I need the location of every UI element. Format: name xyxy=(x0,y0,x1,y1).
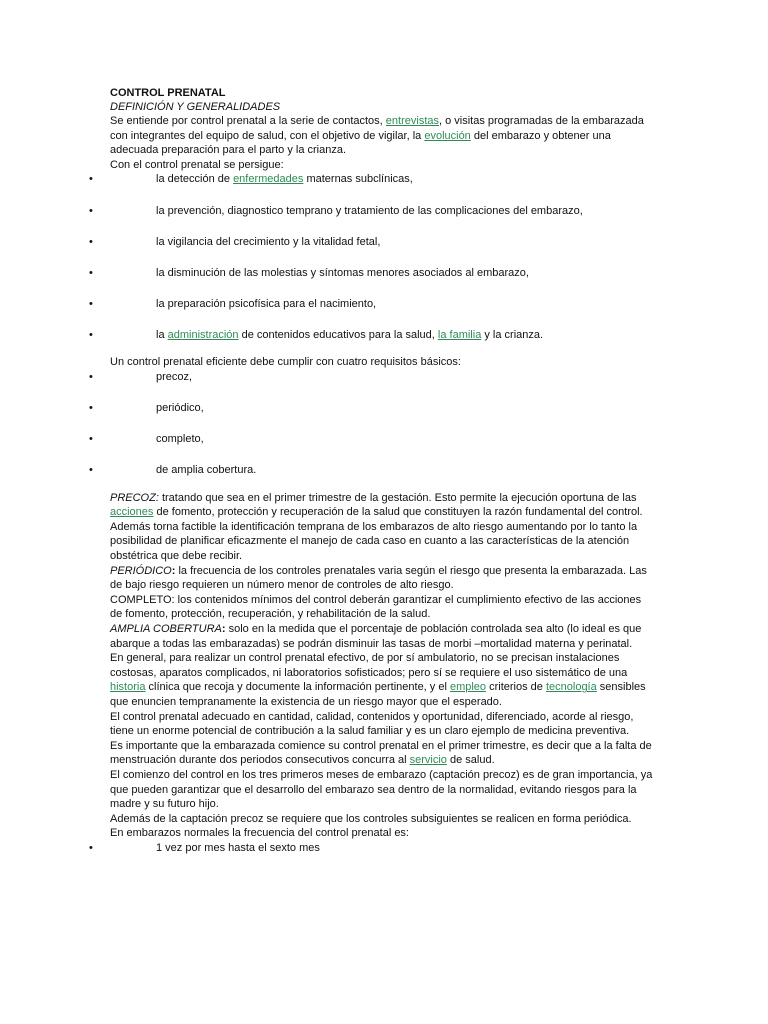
list-item xyxy=(89,463,656,478)
bullet-icon: • xyxy=(89,266,93,279)
periodico-paragraph xyxy=(110,564,656,593)
bullet-icon: • xyxy=(89,841,93,854)
goal-5-text: la preparación psicofísica para el nacimiento, xyxy=(156,298,377,311)
precoz-label: PRECOZ: xyxy=(110,491,159,504)
link-tecnologia[interactable]: tecnología xyxy=(545,681,597,694)
goal-6-text-end: y la crianza. xyxy=(481,329,544,342)
general-text-2: clínica que recoja y documente la información pertinente, y el xyxy=(145,681,450,694)
document-body xyxy=(89,86,656,856)
frecuencia-text: 1 vez por mes hasta el sexto mes xyxy=(156,841,320,854)
link-enfermedades[interactable]: enfermedades xyxy=(233,173,304,186)
list-item xyxy=(89,841,656,856)
intro-text-1: Se entiende por control prenatal a la serie de contactos, xyxy=(110,115,386,127)
completo-paragraph: COMPLETO: los contenidos mínimos del control deberán garantizar el cumplimiento efectivo de las acciones de fomento, protección, recuperación, y rehabilitación de la salud. xyxy=(110,593,642,621)
list-item xyxy=(89,401,656,416)
bullet-icon: • xyxy=(89,464,93,477)
precoz-text-2: de fomento, protección y recuperación de la salud que constituyen la razón fundamental del control. Además torna factible la identificación temprana de los embarazos de alto riesgo aumentando por lo tanto la posibilidad de planificar eficazmente el manejo de cada caso en cuanto a las características de la atención obstétrica que debe recibir. xyxy=(110,506,643,563)
link-servicio[interactable]: servicio xyxy=(409,754,447,767)
frecuencia-list xyxy=(89,841,656,856)
periodico-label: PERIÓDICO xyxy=(110,564,172,577)
intro-text-2: , o visitas programadas de la embarazada con integrantes del equipo de salud, con el objetivo de vigilar, la xyxy=(110,115,644,142)
goal-4-text: la disminución de las molestias y síntomas menores asociados al embarazo, xyxy=(156,266,529,279)
importante-paragraph xyxy=(110,739,656,768)
general-text-4: sensibles que enuncien tempranamente la existencia de un riesgo mayor que el esperado. xyxy=(110,681,646,708)
bullet-icon: • xyxy=(89,401,93,414)
adecuado-paragraph: El control prenatal adecuado en cantidad, calidad, contenidos y oportunidad, diferenciado, acorde al riesgo, tiene un enorme potencial de contribución a la salud familiar y es un claro ejemplo de medicina preventiva. xyxy=(110,710,634,738)
document-subtitle: DEFINICIÓN Y GENERALIDADES xyxy=(110,101,281,113)
list-item xyxy=(89,204,656,219)
periodico-colon: : xyxy=(171,564,176,577)
bullet-icon: • xyxy=(89,329,93,342)
link-historia[interactable]: historia xyxy=(110,681,146,694)
bullet-icon: • xyxy=(89,432,93,445)
bullet-icon: • xyxy=(89,370,93,383)
document-title: CONTROL PRENATAL xyxy=(110,87,226,99)
bullet-icon: • xyxy=(89,298,93,311)
list-item xyxy=(89,328,656,343)
captacion-paragraph: Además de la captación precoz se requiere que los controles subsiguientes se realicen en forma periódica. xyxy=(110,812,632,825)
frecuencia-lead: En embarazos normales la frecuencia del control prenatal es: xyxy=(110,827,409,840)
link-evolucion[interactable]: evolución xyxy=(424,129,471,142)
list-item xyxy=(89,432,656,447)
precoz-text-1: tratando que sea en el primer trimestre de la gestación. Esto permite la ejecución oportuna de las xyxy=(158,491,637,504)
importante-text-1: Es importante que la embarazada comience su control prenatal en el primer trimestre, es decir que a la falta de menstruación durante dos periodos consecutivos concurra al xyxy=(110,739,652,767)
requisitos-list xyxy=(89,370,656,478)
goal-6-text-mid: de contenidos educativos para la salud, xyxy=(238,329,438,342)
list-item xyxy=(89,235,656,250)
comienzo-paragraph: El comienzo del control en los tres primeros meses de embarazo (captación precoz) es de gran importancia, ya que pueden garantizar que el desarrollo del embarazo sea dentro de la normalidad, evitando riesgos para la madre y su futuro hijo. xyxy=(110,768,653,811)
goals-list xyxy=(89,172,656,343)
goal-6-text: la xyxy=(156,329,168,342)
amplia-paragraph xyxy=(110,622,656,651)
amplia-text: solo en la medida que el porcentaje de población controlada sea alto (lo ideal es que abarque a todas las embarazadas) se podrán disminuir las tasas de morbi –mortalidad materna y perinatal. xyxy=(110,623,642,650)
requisitos-lead: Un control prenatal eficiente debe cumplir con cuatro requisitos básicos: xyxy=(110,355,461,368)
link-empleo[interactable]: empleo xyxy=(449,681,487,694)
goal-1-text-end: maternas subclínicas, xyxy=(303,173,413,186)
importante-text-2: de salud. xyxy=(446,754,495,767)
requisito-text: periódico, xyxy=(156,401,204,414)
list-item xyxy=(89,172,656,187)
amplia-label: AMPLIA COBERTURA xyxy=(110,623,222,635)
goal-1-text: la detección de xyxy=(156,173,234,186)
general-text-3: criterios de xyxy=(486,681,546,694)
requisito-text: completo, xyxy=(156,432,204,445)
periodico-text: la frecuencia de los controles prenatales varia según el riesgo que presenta la embarazada. Las de bajo riesgo requieren un número menor de controles de alto riesgo. xyxy=(110,564,647,592)
precoz-paragraph xyxy=(110,491,656,564)
intro-paragraph xyxy=(110,114,656,158)
bullet-icon: • xyxy=(89,235,93,248)
goal-2-text: la prevención, diagnostico temprano y tratamiento de las complicaciones del embarazo, xyxy=(156,204,583,217)
list-item xyxy=(89,370,656,385)
list-item xyxy=(89,266,656,281)
general-paragraph xyxy=(110,651,656,709)
general-text-1: En general, para realizar un control prenatal efectivo, de por sí ambulatorio, no se precisan instalaciones costosas, aparatos complicados, ni laboratorios sofisticados; pero sí se requiere el uso sistemático de una xyxy=(110,652,628,679)
requisito-text: de amplia cobertura. xyxy=(156,464,257,477)
bullet-icon: • xyxy=(89,173,93,186)
link-entrevistas[interactable]: entrevistas xyxy=(385,115,439,127)
persigue-lead: Con el control prenatal se persigue: xyxy=(110,158,284,171)
link-la-familia[interactable]: la familia xyxy=(437,329,482,342)
requisito-text: precoz, xyxy=(156,370,193,383)
intro-text-3: del embarazo y obtener una adecuada preparación para el parto y la crianza. xyxy=(110,129,611,157)
goal-3-text: la vigilancia del crecimiento y la vitalidad fetal, xyxy=(156,235,381,248)
bullet-icon: • xyxy=(89,204,93,217)
amplia-colon: : xyxy=(221,623,226,635)
link-acciones[interactable]: acciones xyxy=(110,506,154,519)
link-administracion[interactable]: administración xyxy=(167,329,239,342)
list-item xyxy=(89,297,656,312)
